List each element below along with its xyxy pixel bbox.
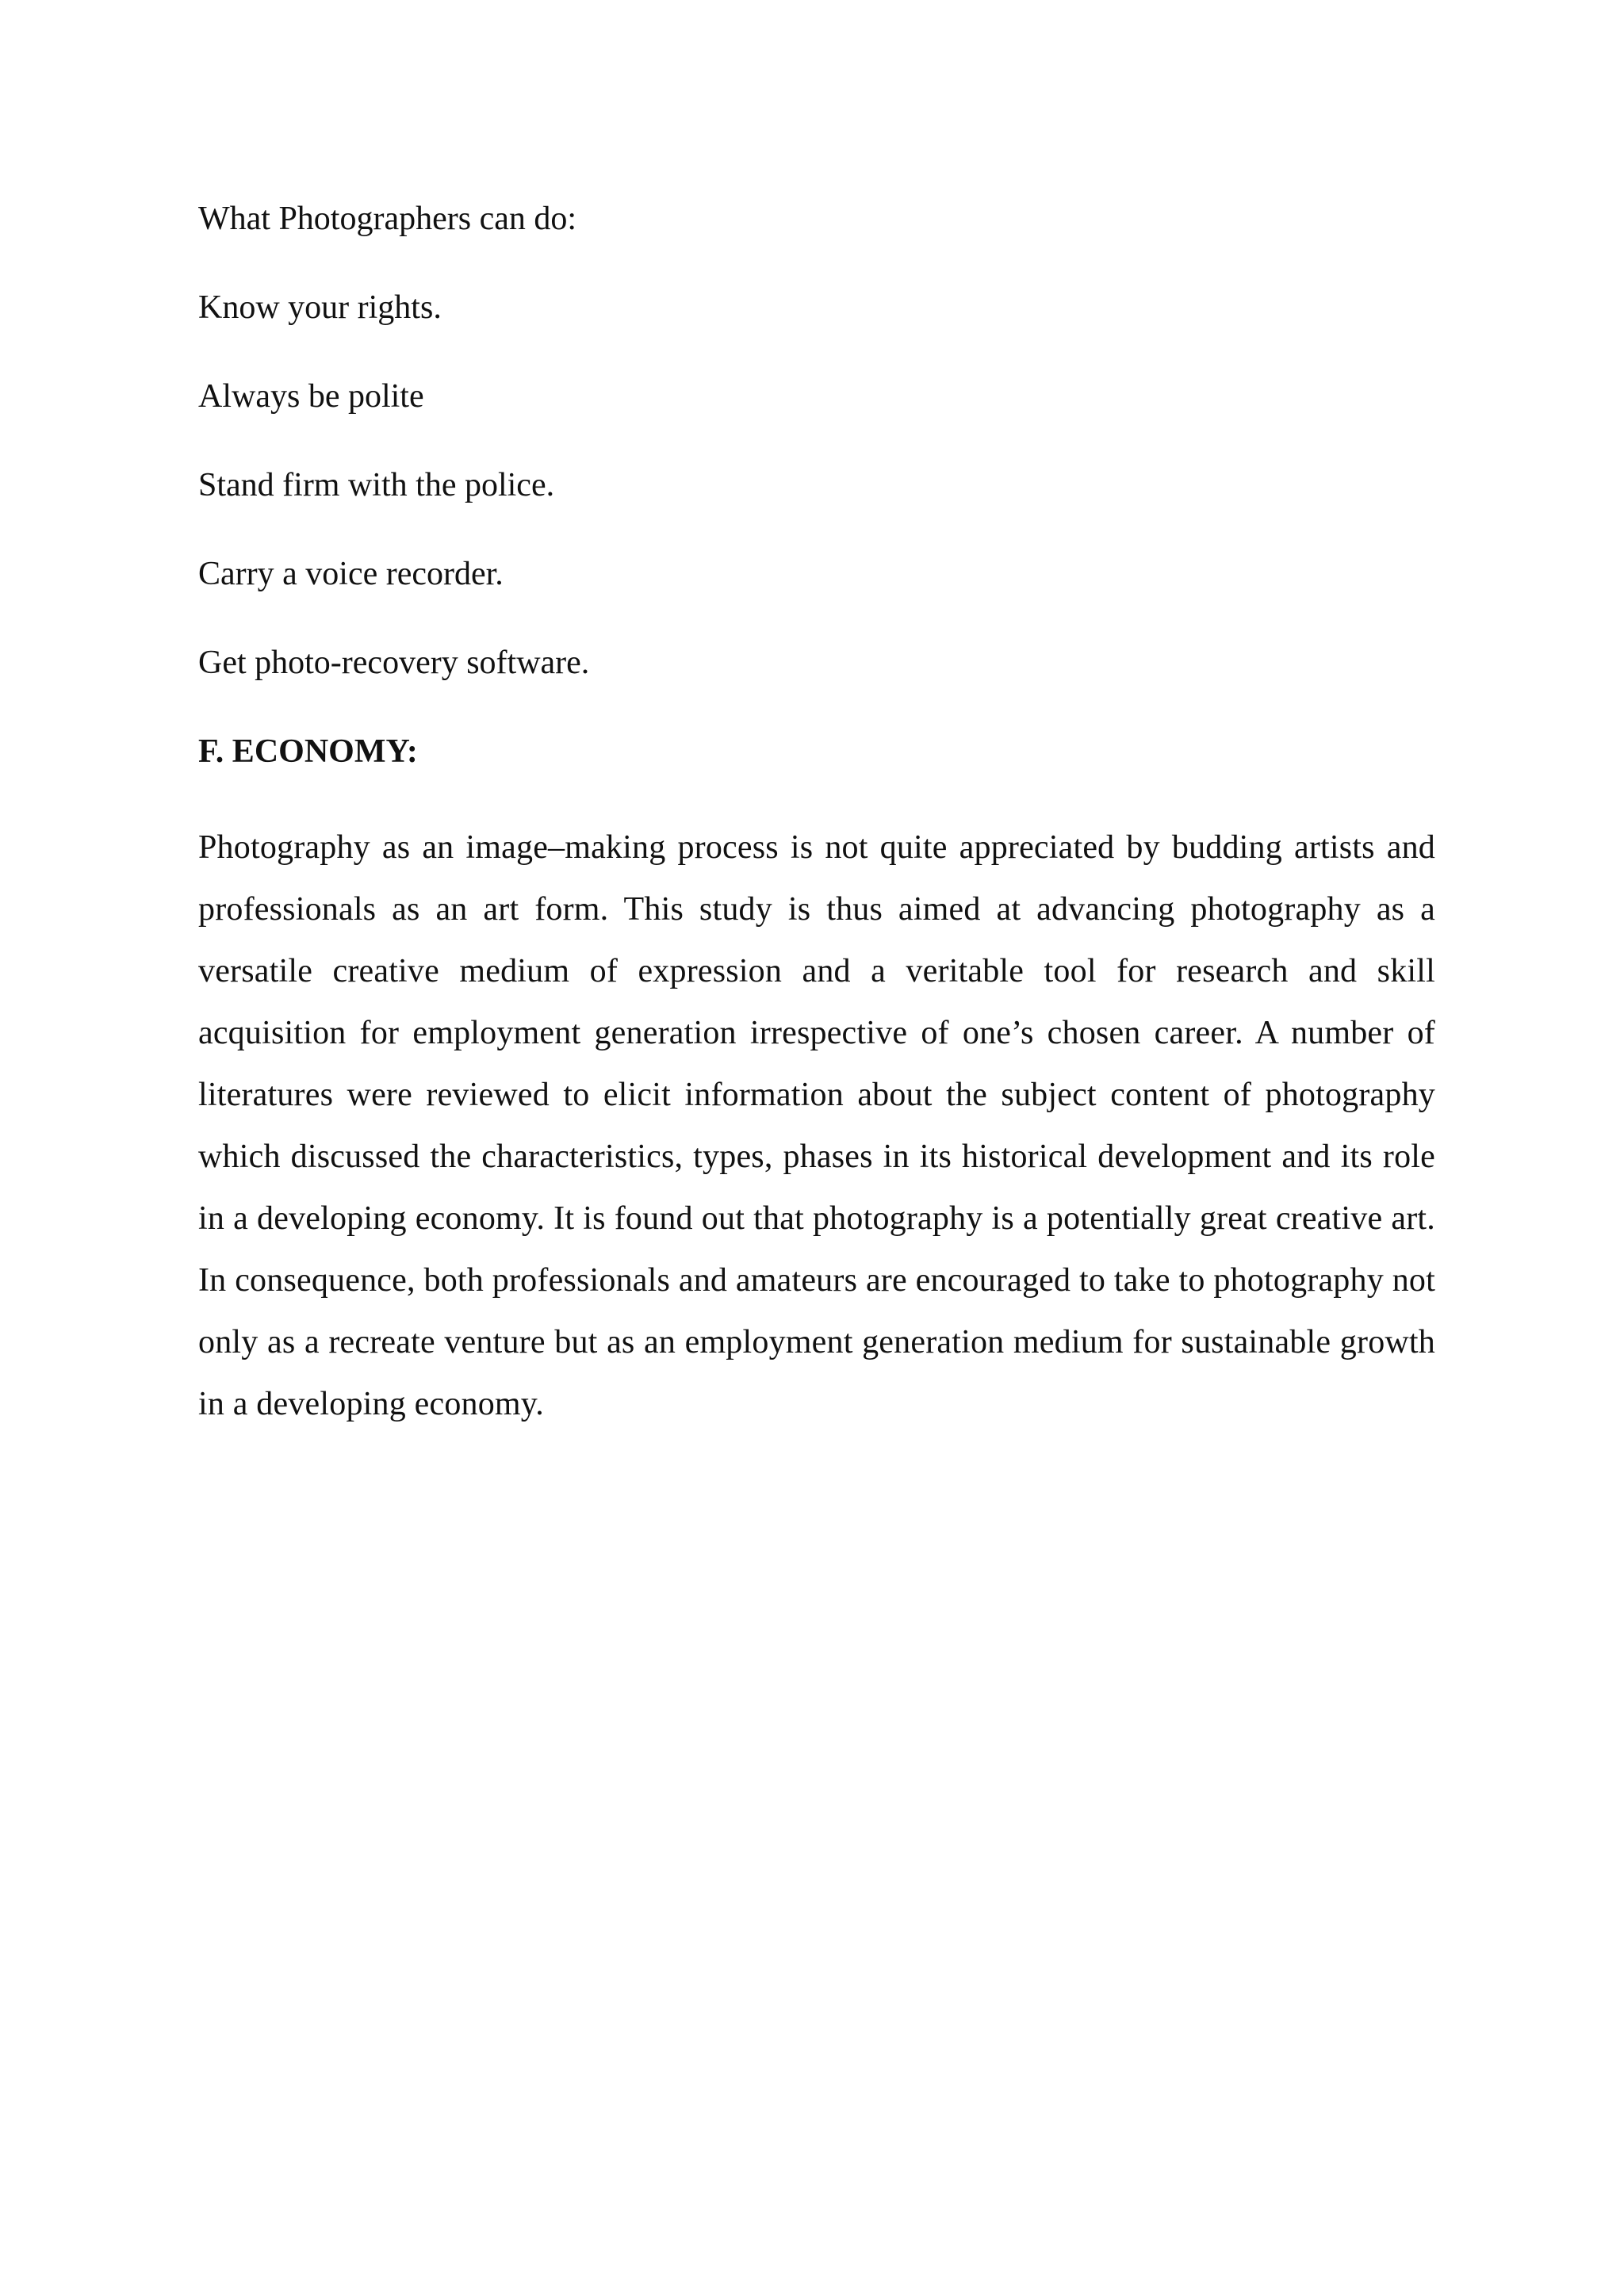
list-intro: What Photographers can do: — [198, 201, 577, 237]
list-item-stand-firm: Stand firm with the police. — [198, 467, 555, 503]
list-item-recovery-software: Get photo-recovery software. — [198, 645, 590, 681]
section-heading: F. ECONOMY: — [198, 733, 418, 770]
list-item-polite: Always be polite — [198, 378, 424, 415]
list-item-voice-recorder: Carry a voice recorder. — [198, 556, 504, 592]
section-paragraph: Photography as an image–making process is not quite appreciated by budding artists and professionals as an art form. This study is thus aimed at advancing photography as a versatile creative medium of expression and a veritable tool for research and skill acquisition for employment generation irrespective of one’s chosen career. A number of literatures were reviewed to elicit information about the subject content of photography which discussed the characteristics, types, phases in its historical development and its role in a developing economy. It is found out that photography is a potentially great creative art. In consequence, both professionals and amateurs are encouraged to take to photography not only as a recreate venture but as an employment generation medium for sustainable growth in a developing economy. — [198, 829, 1435, 1422]
list-item-rights: Know your rights. — [198, 289, 442, 326]
page-content — [198, 195, 1435, 1435]
